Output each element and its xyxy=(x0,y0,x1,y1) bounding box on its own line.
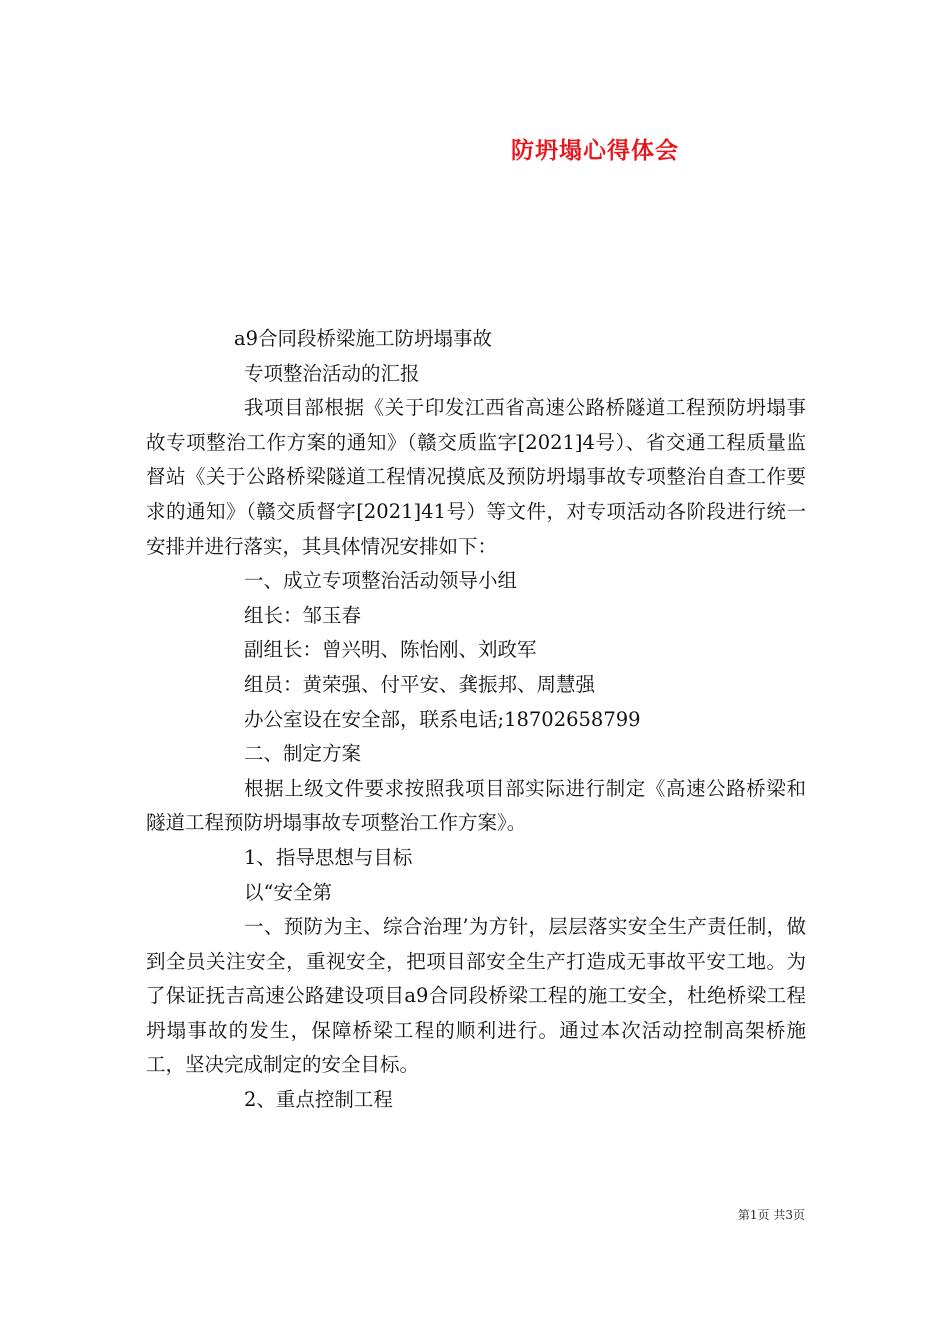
paragraph-office-contact: 办公室设在安全部，联系电话;18702658799 xyxy=(244,707,641,731)
page-footer: 第1页 共3页 xyxy=(737,1208,805,1222)
paragraph-plan: 根据上级文件要求按照我项目部实际进行制定《高速公路桥梁和隧道工程预防坍塌事故专项整治工作方案》。 xyxy=(146,776,806,835)
subsection-heading-2: 2、重点控制工程 xyxy=(244,1088,393,1112)
subsection-heading-1: 1、指导思想与目标 xyxy=(244,845,413,869)
paragraph-deputy-leaders: 副组长：曾兴明、陈怡刚、刘政军 xyxy=(244,638,537,662)
paragraph-motto-start: 以“安全第 xyxy=(244,880,332,904)
paragraph-members: 组员：黄荣强、付平安、龚振邦、周慧强 xyxy=(244,672,596,696)
document-title: 防坍塌心得体会 xyxy=(511,137,679,164)
section-heading-2: 二、制定方案 xyxy=(244,742,362,766)
paragraph-guiding-principle: 一、预防为主、综合治理’为方针，层层落实安全生产责任制，做到全员关注安全，重视安全，把项目部安全生产打造成无事故平安工地。为了保证抚吉高速公路建设项目a9合同段桥梁工程的施工安全，杜绝桥梁工程坍塌事故的发生，保障桥梁工程的顺利进行。通过本次活动控制高架桥施工，坚决完成制定的安全目标。 xyxy=(146,915,806,1077)
document-body xyxy=(146,322,806,1118)
paragraph-heading-2: 专项整治活动的汇报 xyxy=(244,361,420,385)
paragraph-leader: 组长：邹玉春 xyxy=(244,603,362,627)
paragraph-heading-1: a9合同段桥梁施工防坍塌事故 xyxy=(234,327,493,350)
section-heading-1: 一、成立专项整治活动领导小组 xyxy=(244,569,518,593)
paragraph-intro: 我项目部根据《关于印发江西省高速公路桥隧道工程预防坍塌事故专项整治工作方案的通知》（赣交质监字[2021]4号）、省交通工程质量监督站《关于公路桥梁隧道工程情况摸底及预防坍塌事故专项整治自查工作要求的通知》（赣交质督字[2021]41号）等文件，对专项活动各阶段进行统一安排并进行落实，其具体情况安排如下： xyxy=(146,396,806,558)
